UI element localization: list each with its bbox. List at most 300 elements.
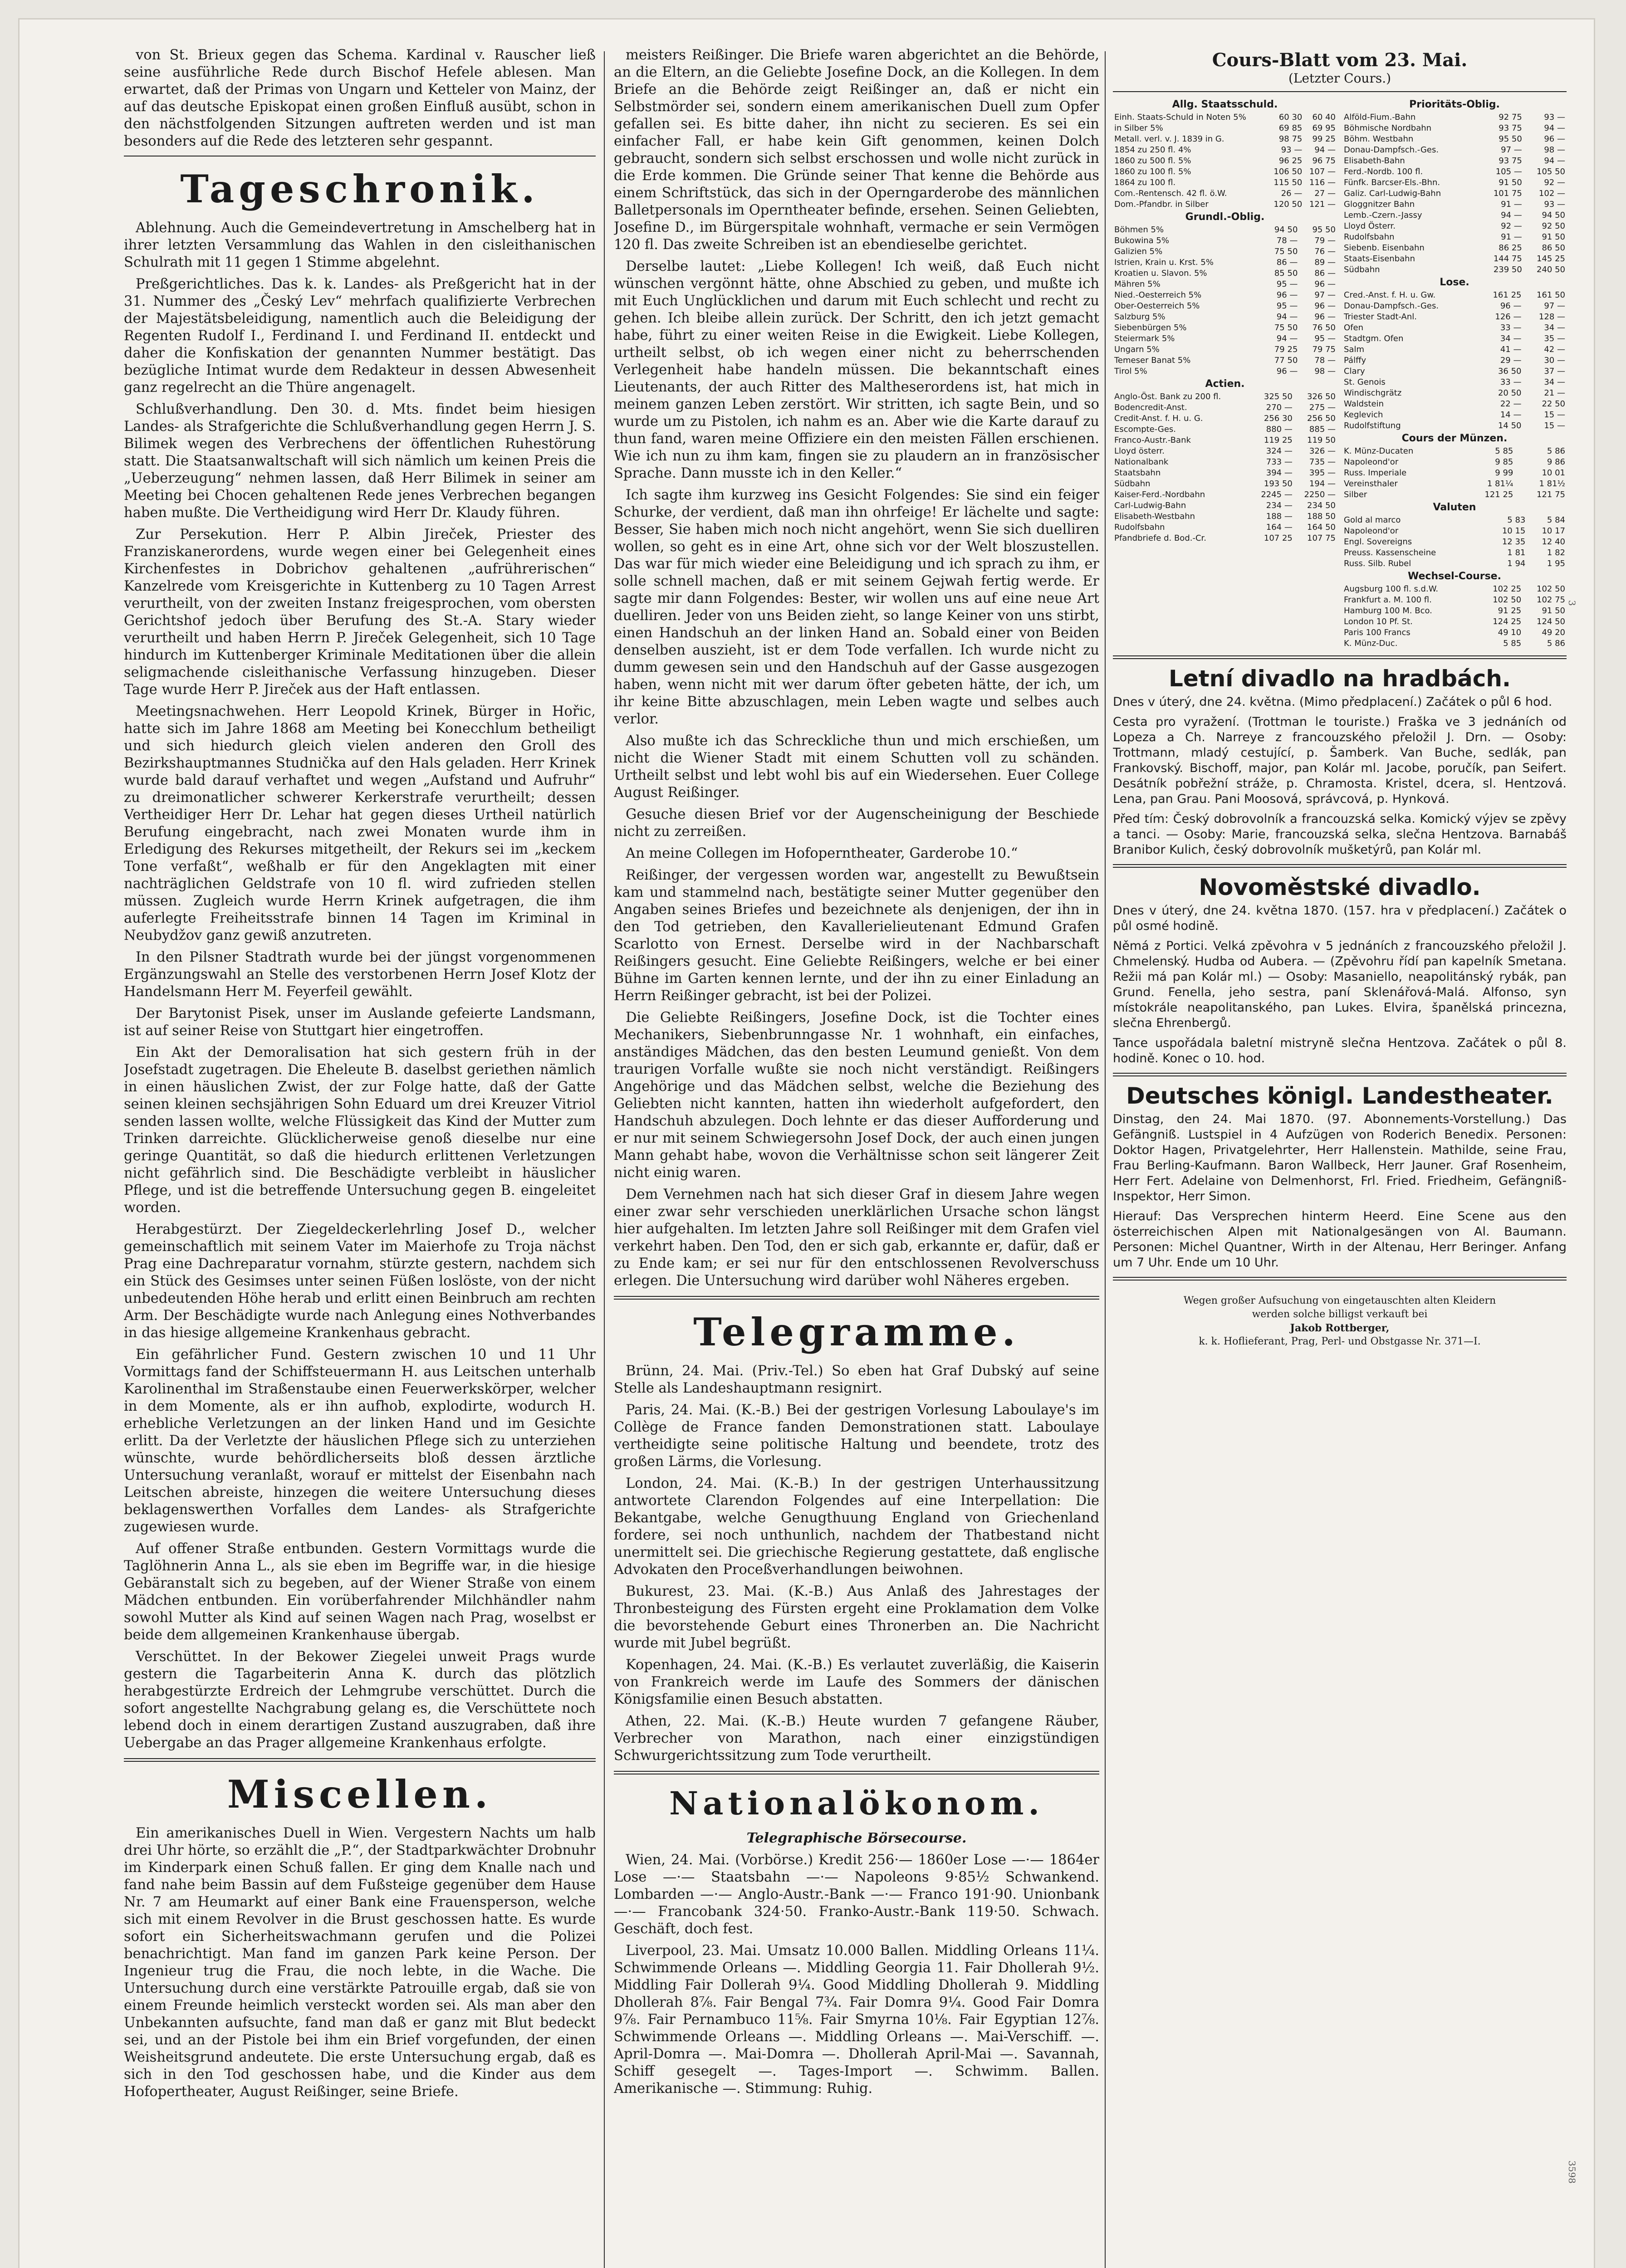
theater-heading-landestheater: Deutsches königl. Landestheater. [1126,1083,1553,1109]
kurs-security-name: Stadtgm. Ofen [1344,334,1404,343]
kurs-security-name: in Silber 5% [1114,123,1163,133]
kurs-ask: 91 50 [1542,232,1565,242]
kurs-security-name: Metall. verl. v. J. 1839 in G. [1114,134,1224,144]
kurs-ask: 91 50 [1542,606,1565,616]
kurs-ask: 107 — [1309,167,1336,176]
kurs-security-name: Temeser Banat 5% [1114,356,1191,365]
kurs-row [1113,246,1337,257]
kurs-bid: 101 75 [1493,189,1522,198]
kurs-security-name: Cred.-Anst. f. H. u. Gw. [1344,290,1436,300]
kurs-security-name: Siebenb. Eisenbahn [1344,243,1425,253]
kurs-table [1113,210,1337,377]
kurs-bid: 120 50 [1273,200,1303,209]
kurs-section-title: Cours der Münzen. [1401,433,1508,444]
kurs-row [1113,511,1337,522]
kurs-section-title: Grundl.-Oblig. [1185,211,1265,223]
kurs-security-name: Rudolfsbahn [1114,523,1165,532]
kurs-bid: 119 25 [1264,435,1293,445]
kurs-bid: 91 — [1501,232,1522,242]
article-paragraph: Gesuche diesen Brief vor der Augenscheinigung der Beschiede nicht zu zerreißen. [614,807,1099,840]
kurs-ask: 69 95 [1312,123,1336,133]
article-paragraph: Zur Persekution. Herr P. Albin Jireček, Priester des Franziskanerordens, wurde wegen einer bei Gelegenheit eines Kirchenfestes in Dobrichov gehaltenen „aufrührerischen“ Kanzelrede vom Kreisgerichte in Kuttenberg zu 10 Tagen Arrest verurtheilt, von der zweiten Instanz freigesprochen, vom obersten Gerichtshof jedoch über Berufung des St.-A. Stary wieder verurtheilt und haben Herrn P. Jireček Gelegenheit, sich 10 Tage hindurch im Kuttenberger Kriminale Meditationen über die allein seligmachende cisleithanische Verfassung hinzugeben. Dieser Tage wurde Herr P. Jireček aus der Haft entlassen. [124,527,596,698]
kurs-row [1113,457,1337,468]
kurs-bid: 324 — [1266,446,1293,456]
kurs-ask: 79 — [1314,236,1336,245]
kurs-bid: 239 50 [1493,265,1522,274]
article-paragraph: Die Geliebte Reißingers, Josefine Dock, ist die Tochter eines Mechanikers, Siebenbrunngasse Nr. 1 wohnhaft, ein einfaches, anständiges Mädchen, das den besten Leumund genießt. Von dem traurigen Vorfalle wußte sie noch nicht verständigt. Reißingers Angehörige und das Mädchen selbst, welche die Beziehung des Geliebten nicht kannten, hatten ihn wiederholt aufgefordert, den Handschuh abzulegen. Doch lehnte er das dieser Aufforderung und er nur mit seinem Schwiegersohn Josef Dock, der auch einen jungen Mann gehabt habe, wovon die Verhältnisse schon seit längerer Zeit nicht einig waren. [614,1010,1099,1181]
kurs-bid: 22 — [1500,399,1522,409]
kurs-ask: 395 — [1309,468,1336,478]
kurs-security-name: London 10 Pf. St. [1344,617,1413,626]
kurs-ask: 735 — [1309,457,1336,467]
kurs-ask: 95 50 [1312,225,1336,235]
kurs-ask: 37 — [1544,367,1565,376]
kurs-bid: 75 50 [1274,323,1298,332]
kurs-bid: 78 — [1276,236,1298,245]
kurs-ask: 105 50 [1537,167,1565,176]
kurs-bid: 93 75 [1499,156,1522,166]
kurs-security-name: Bukowina 5% [1114,236,1169,245]
kurs-row [1113,323,1337,333]
kurs-bid: 193 50 [1264,479,1293,489]
kurs-security-name: Alföld-Fium.-Bahn [1344,112,1416,122]
kurs-ask: 10 17 [1542,526,1565,536]
kurs-security-name: Napoleond'or [1344,457,1399,467]
kurs-ask: 2250 — [1304,490,1336,499]
kurs-row [1113,188,1337,199]
article-paragraph: Dnes v úterý, dne 24. května. (Mimo předplacení.) Začátek o půl 6 hod. [1113,695,1553,709]
kurs-row [1113,312,1337,323]
kurs-table [1342,98,1567,275]
kurs-bid: 10 15 [1502,526,1526,536]
article-paragraph: Ablehnung. Auch die Gemeindevertretung in Amschelberg hat in ihrer letzten Versammlung das Wahlen in den cisleithanischen Schulrath mit 11 gegen 1 Stimme abgelehnt. [124,220,596,270]
kurs-bid: 95 — [1276,301,1298,311]
kurs-ask: 161 50 [1537,290,1565,300]
kurs-security-name: Kroatien u. Slavon. 5% [1114,269,1207,278]
kurs-security-name: Clary [1344,367,1365,376]
kurs-bid: 86 25 [1499,243,1522,253]
section-heading-telegramme: Telegramme. [693,1310,1020,1354]
kurs-security-name: Mähren 5% [1114,279,1161,289]
kurs-ask: 119 50 [1307,435,1336,445]
kurs-security-name: Galizien 5% [1114,247,1163,256]
kurs-security-name: Waldstein [1344,399,1384,409]
kurs-security-name: Anglo-Öst. Bank zu 200 fl. [1114,392,1221,401]
kurs-ask: 22 50 [1542,399,1565,409]
kurs-row [1342,377,1567,388]
kurs-ask: 121 — [1309,200,1336,209]
kurs-bid: 33 — [1500,323,1522,332]
kurs-bid: 79 25 [1274,345,1298,354]
kurs-table [1113,377,1337,544]
kurs-ask: 1 82 [1547,548,1565,557]
kurs-bid: 5 85 [1503,639,1522,648]
kurs-table [1113,98,1337,210]
kurs-ask: 30 — [1544,356,1565,365]
newspaper-page [18,18,1595,2268]
kurs-security-name: Credit-Anst. f. H. u. G. [1114,414,1203,423]
article-paragraph: London, 24. Mai. (K.-B.) In der gestrigen Unterhaussitzung antwortete Clarendon Folgendes auf eine Interpellation: Die Bekantgabe, welche Genugthuung England von Griechenland fordere, sei noch unthunlich, nachdem der Thatbestand nicht unermittelt sei. Die griechische Regierung gestattete, daß englische Advokaten den Proceßverhandlungen beiwohnen. [614,1476,1099,1578]
miscellen-articles [124,1825,596,2101]
kurs-row [1342,616,1567,627]
kurs-security-name: Bodencredit-Anst. [1114,403,1187,412]
kurs-ask: 326 — [1309,446,1336,456]
kurs-security-name: Fünfk. Barcser-Els.-Bhn. [1344,178,1440,187]
kurs-security-name: Russ. Silb. Rubel [1344,559,1411,568]
kurs-security-name: Augsburg 100 fl. s.d.W. [1344,584,1439,594]
kurs-security-name: Escompte-Ges. [1114,425,1176,434]
theater-landestheater-text [1113,1112,1567,1271]
kurs-security-name: Rudolfstiftung [1344,421,1401,430]
kurs-ask: 116 — [1309,178,1336,187]
article-paragraph: Der Barytonist Pisek, unser im Auslande gefeierte Landsmann, ist auf seiner Reise von Stuttgart hier eingetroffen. [124,1006,596,1039]
kurs-bid: 1 94 [1507,559,1526,568]
kurs-ask: 97 — [1314,290,1336,300]
kurs-ask: 1 95 [1547,559,1565,568]
kurs-security-name: Carl-Ludwig-Bahn [1114,501,1186,510]
article-paragraph: Herabgestürzt. Der Ziegeldeckerlehrling Josef D., welcher gemeinschaftlich mit seinem Vater im Maierhofe zu Troja nächst Prag eine Dachreparatur vornahm, stürzte gestern, nachdem sich ein Stück des Gesimses unter seinen Füßen loslöste, von der nicht unbedeutenden Höhe herab und erlitt einen Beinbruch am rechten Arm. Der Beschädigte wurde nach Anlegung eines Nothverbandes in das hiesige allgemeine Krankenhaus gebracht. [124,1222,596,1341]
kurs-ask: 94 — [1314,145,1336,155]
kurs-row [1113,413,1337,424]
kurs-bid: 49 10 [1498,628,1522,637]
kurs-bid: 96 — [1276,367,1298,376]
kurs-security-name: Ferd.-Nordb. 100 fl. [1344,167,1423,176]
kurs-ask: 93 — [1544,112,1565,122]
kurs-ask: 93 — [1544,200,1565,209]
kurs-bid: 105 — [1495,167,1522,176]
kurs-security-name: Ober-Oesterreich 5% [1114,301,1200,311]
kurs-security-name: Gold al marco [1344,515,1401,525]
kurs-ask: 95 — [1314,334,1336,343]
kurs-ask: 96 75 [1312,156,1336,166]
kurs-row [1113,268,1337,279]
kurs-bid: 14 50 [1498,421,1522,430]
kurs-bid: 12 35 [1502,537,1526,547]
kurs-row [1342,344,1567,355]
kurs-bid: 29 — [1500,356,1522,365]
column-rule [604,51,605,2268]
nationaloekonom-articles [614,1852,1099,2097]
kurs-row [1113,134,1337,145]
kurs-row [1113,533,1337,544]
kurs-bid: 34 — [1500,334,1522,343]
kurs-security-name: Böhm. Westbahn [1344,134,1414,144]
kurs-table [1342,569,1567,649]
kurs-bid: 5 85 [1495,446,1513,456]
article-paragraph: Athen, 22. Mai. (K.-B.) Heute wurden 7 gefangene Räuber, Verbrecher von Marathon, nach einer einzigstündigen Schwurgerichtssitzung zum Tode verurtheilt. [614,1713,1099,1764]
kurs-bid: 33 — [1500,377,1522,387]
kurs-security-name: Donau-Dampfsch.-Ges. [1344,301,1439,311]
kurs-row [1342,290,1567,301]
kurs-security-name: Silber [1344,490,1367,499]
article-paragraph: Brünn, 24. Mai. (Priv.-Tel.) So eben hat Graf Dubský auf seine Stelle als Landeshauptmann resignirt. [614,1363,1099,1396]
kurs-ask: 76 — [1314,247,1336,256]
kurs-security-name: Staats-Eisenbahn [1344,254,1415,264]
kurs-bid: 14 — [1500,410,1522,420]
kursblatt-tables [1113,98,1567,649]
kurs-row [1342,177,1567,188]
kurs-security-name: Steiermark 5% [1114,334,1175,343]
kurs-row [1113,290,1337,301]
kurs-section-title: Allg. Staatsschuld. [1172,99,1278,110]
duel-article [614,47,1099,1290]
kurs-bid: 20 50 [1498,388,1522,398]
kurs-security-name: 1860 zu 100 fl. 5% [1114,167,1191,176]
kurs-ask: 27 — [1314,189,1336,198]
kurs-security-name: Lloyd Österr. [1344,221,1396,231]
kurs-row [1342,333,1567,344]
ad-line: k. k. Hoflieferant, Prag, Perl- und Obstgasse Nr. 371—I. [1199,1336,1481,1347]
kurs-ask: 98 — [1314,367,1336,376]
section-heading-nationaloekonom: Nationalökonom. [669,1784,1044,1822]
kurs-ask: 164 50 [1307,523,1336,532]
kurs-row [1113,500,1337,511]
kurs-security-name: Staatsbahn [1114,468,1161,478]
tageschronik-articles [124,220,596,1752]
kurs-row [1342,638,1567,649]
kurs-row [1113,177,1337,188]
kurs-bid: 94 — [1276,312,1298,322]
kurs-row [1342,468,1567,479]
kurs-ask: 94 — [1544,156,1565,166]
kurs-row [1113,156,1337,166]
kurs-row [1342,134,1567,145]
kurs-security-name: Nied.-Oesterreich 5% [1114,290,1202,300]
kurs-bid: 93 — [1281,145,1303,155]
kurs-row [1342,355,1567,366]
kurs-row [1342,188,1567,199]
kurs-row [1342,166,1567,177]
column-3 [1113,47,1567,2268]
kurs-ask: 92 — [1544,178,1565,187]
article-paragraph: Dinstag, den 24. Mai 1870. (97. Abonnements-Vorstellung.) Das Gefängniß. Lustspiel in 4 Aufzügen von Roderich Benedix. Personen: Doktor Hagen, Privatgelehrter, Herr Hallenstein. Mathilde, seine Frau, Frau Berling-Kaufmann. Baron Wallbeck, Herr Jauner. Graf Rosenheim, Herr Fert. Adelaine von Delmenhorst, Frl. Fried. Friedheim, Gefängniß-Inspektor, Herr Simon. [1113,1112,1567,1203]
kurs-bid: 144 75 [1493,254,1522,264]
kurs-ask: 145 25 [1537,254,1565,264]
kurs-bid: 98 75 [1278,134,1303,144]
article-paragraph: Dem Vernehmen nach hat sich dieser Graf in diesem Jahre wegen einer zwar sehr verschieden unerklärlichen Ursache schon längst hier aufgehalten. Im letzten Jahre soll Reißinger mit dem Grafen viel verkehrt haben. Den Tod, den er sich gab, erkannte er, dafür, daß er zu Ende kam; er sei nur für den entschlossenen Revolverschuss erlegen. Die Untersuchung wird darüber wohl Näheres ergeben. [614,1187,1099,1289]
kurs-row [1342,323,1567,333]
kurs-bid: 85 50 [1274,269,1298,278]
kurs-ask: 76 50 [1312,323,1336,332]
kurs-row [1342,264,1567,275]
kurs-ask: 124 50 [1537,617,1565,626]
kurs-bid: 880 — [1266,425,1293,434]
kurs-security-name: Lloyd österr. [1114,446,1165,456]
theater-heading-novomestske: Novoměstské divadlo. [1199,874,1481,900]
column-rule [1105,51,1106,2268]
kurs-bid: 95 — [1276,279,1298,289]
kurs-security-name: Gloggnitzer Bahn [1344,200,1415,209]
divider [1113,91,1567,92]
kurs-row [1113,435,1337,446]
kurs-bid: 121 25 [1484,490,1513,499]
kurs-ask: 34 — [1544,323,1565,332]
kurs-bid: 5 83 [1507,515,1526,525]
kurs-bid: 92 — [1501,221,1522,231]
divider [614,1771,1099,1774]
kurs-ask: 5 86 [1547,446,1565,456]
kurs-bid: 102 50 [1493,595,1522,605]
kurs-ask: 21 — [1544,388,1565,398]
kurs-security-name: Pálffy [1344,356,1366,365]
kurs-row [1342,145,1567,156]
kurs-security-name: Kaiser-Ferd.-Nordbahn [1114,490,1205,499]
kurs-bid: 94 — [1501,210,1522,220]
kurs-table [1342,431,1567,500]
kurs-row [1113,402,1337,413]
kurs-ask: 34 — [1544,377,1565,387]
kurs-ask: 1 81½ [1539,479,1565,489]
article-paragraph: Meetingsnachwehen. Herr Leopold Krinek, Bürger in Hořic, hatte sich im Jahre 1868 am Meeting bei Konecchlum betheiligt und sich hiedurch gleich vielen anderen den Groll des Bezirkshauptmannes Studnička auf den Hals geladen. Herr Krinek wurde bald darauf verhaftet und wegen „Aufstand und Aufruhr“ zu dreimonatlicher schwerer Kerkerstrafe verurtheilt; dessen Vertheidiger Herr Dr. Lehar hat gegen dieses Urtheil natürlich Berufung eingebracht, nach zwei Monaten wurde ihm in Erledigung des Rekurses mitgetheilt, der Rekurs sei im „keckem Tone verfaßt“, weßhalb er für den Angeklagten mit einer nachträglichen Geldstrafe von 10 fl. wird zufrieden stellen müssen. Zugleich wurde Herrn Krinek aufgetragen, die ihm auferlegte Freiheitsstrafe binnen 14 Tagen im Kriminal in Neubydžov ganz gewiß anzutreten. [124,704,596,943]
kurs-ask: 121 75 [1537,490,1565,499]
kurs-security-name: Ofen [1344,323,1363,332]
kurs-bid: 75 50 [1274,247,1298,256]
kurs-bid: 96 — [1276,290,1298,300]
kurs-row [1342,156,1567,166]
theater-novomestske-text [1113,903,1567,1066]
divider [1113,655,1567,659]
article-paragraph: Preßgerichtliches. Das k. k. Landes- als Preßgericht hat in der 31. Nummer des „Český Lev“ mehrfach qualifizierte Verbrechen der Majestätsbeleidigung, namentlich auch die Beleidigung der Regenten Rudolf I., Ferdinand I. und Ferdinand II. entdeckt und daher die Konfiskation der genannten Nummer bestätigt. Das bezügliche Intimat wurde dem Redakteur in dessen Abwesenheit ganz regelrecht an die Thüre angenagelt. [124,276,596,396]
kurs-row [1342,366,1567,377]
kurs-security-name: Elisabeth-Bahn [1344,156,1405,166]
kurs-row [1342,243,1567,254]
kurs-security-name: 1860 zu 500 fl. 5% [1114,156,1191,166]
divider [124,1758,596,1762]
kurs-section-title: Prioritäts-Oblig. [1409,99,1500,110]
kurs-security-name: Engl. Sovereigns [1344,537,1412,547]
kurs-bid: 41 — [1500,345,1522,354]
kurs-ask: 49 20 [1542,628,1565,637]
kurs-bid: 86 — [1276,258,1298,267]
kurs-ask: 42 — [1544,345,1565,354]
article-paragraph: Ein amerikanisches Duell in Wien. Vergestern Nachts um halb drei Uhr hörte, so erzählt die „P.“, der Stadtparkwächter Drobnuhr im Kinderpark einen Schuß fallen. Er ging dem Knalle nach und fand nahe beim Bassin auf dem Fußsteige gegenüber dem Hause Nr. 7 am Heumarkt auf einer Bank eine Frauensperson, welche sich mit einem Revolver in die Brust geschossen hatte. Es wurde sofort ein Sicherheitswachmann gerufen und die Polizei benachrichtigt. Man fand im ganzen Park keine Person. Der Ingenieur trug die Frau, die noch lebte, in die Wache. Die Untersuchung durch eine verstärkte Patrouille ergab, daß sie von einem Freunde heimlich versteckt worden sei. Als man aber den Unbekannten aufsuchte, fand man daß er ganz mit Blut bedeckt sei, und an der Pistole bei ihm ein Brief vorgefunden, der einen Weisheitsgrund andeutete. Die erste Untersuchung ergab, daß es sich in den Tod geschossen habe, und die Kinder aus dem Hofopertheater, August Reißinger, seine Briefe. [124,1825,596,2100]
kurs-bid: 124 25 [1493,617,1522,626]
kurs-row [1113,391,1337,402]
kurs-row [1342,301,1567,312]
kurs-security-name: Napoleond'or [1344,526,1399,536]
article-paragraph: Derselbe lautet: „Liebe Kollegen! Ich weiß, daß Euch nicht wünschen vergönnt hätte, ohne Abschied zu geben, und mußte ich mit Euch Unglücklichen und darum mit Euch schlecht und recht zu gehen. Ich bleibe allein zurück. Der Schritt, den ich jetzt gemacht habe, führt zu einer weiten Reise in die Ewigkeit. Liebe Kollegen, urtheilt selbst, ob ich wegen einer nicht zu beherrschenden Verlegenheit habe handeln müssen. Die bekanntschaft eines Lieutenants, der auch Ritter des Maltheserordens ist, hat mich in meinem ganzen Leben zerstört. Wir stritten, ich sagte Bein, und so wurde um zu Pistolen, ich nahm es an. Aber wie die Karte darauf zu thun fand, waren meine Offiziere ein den meisten Fällen erschienen. Wie ich nun zu ihm kam, fingen sie zu plaudern an in französischer Sprache. Dann musste ich in den Keller.“ [614,259,1099,481]
kurs-ask: 326 50 [1307,392,1336,401]
kurs-ask: 96 — [1314,312,1336,322]
kurs-bid: 270 — [1266,403,1293,412]
kurs-row [1342,199,1567,210]
kurs-bid: 60 30 [1278,112,1303,122]
margin-number: 3598 [1567,2160,1577,2184]
kurs-row [1342,254,1567,264]
kurs-bid: 2245 — [1261,490,1293,499]
kurs-ask: 99 25 [1312,134,1336,144]
article-paragraph: Cesta pro vyražení. (Trottman le touriste.) Fraška ve 3 jednáních od Lopeza a Ch. Narreye z francouzského přeložil J. Drn. — Osoby: Trottmann, mladý cestující, p. Šamberk. Van Buche, sedlák, pan Frankovský. Bischoff, major, pan Kolár ml. Jacobe, poručík, pan Seifert. Desátník pobřežní stráže, p. Chramosta. Kristel, dcera, sl. Hentzová. Lena, pan Grau. Pani Moosová, správcová, p. Hynková. [1113,715,1567,806]
kurs-bid: 94 50 [1274,225,1298,235]
advertisement [1113,1294,1567,1349]
kurs-row [1342,420,1567,431]
column-1 [124,47,596,2268]
kursblatt-subtitle: (Letzter Cours.) [1288,71,1391,86]
article-paragraph: An meine Collegen im Hofoperntheater, Garderobe 10.“ [626,846,1018,861]
kurs-bid: 256 30 [1264,414,1293,423]
column-2 [614,47,1099,2268]
kurs-ask: 94 — [1544,123,1565,133]
kurs-security-name: Keglevich [1344,410,1383,420]
kurs-bid: 394 — [1266,468,1293,478]
kurs-bid: 96 — [1500,301,1522,311]
kurs-bid: 77 50 [1274,356,1298,365]
kurs-row [1113,424,1337,435]
margin-number: 3 [1567,600,1577,606]
article-paragraph: Auf offener Straße entbunden. Gestern Vormittags wurde die Taglöhnerin Anna L., als sie eben im Begriffe war, in die hiesige Gebäranstalt sich zu begeben, auf der Wiener Straße von einem Mädchen entbunden. Ein vorüberfahrender Milchhändler nahm sowohl Mutter als Kind auf seinen Wagen nach Prag, woselbst er beide dem allgemeinen Krankenhause übergab. [124,1541,596,1643]
kurs-bid: 115 50 [1273,178,1303,187]
kurs-security-name: Dom.-Pfandbr. in Silber [1114,200,1209,209]
kurs-bid: 26 — [1281,189,1303,198]
kurs-security-name: Südbahn [1114,479,1151,489]
kursblatt-right [1342,98,1567,649]
kurs-bid: 234 — [1266,501,1293,510]
kurs-row [1113,235,1337,246]
boersecourse-subheading: Telegraphische Börsecourse. [746,1830,967,1846]
kurs-row [1113,366,1337,377]
telegramme-articles [614,1363,1099,1765]
kurs-security-name: K. Münz-Duc. [1344,639,1398,648]
kurs-bid: 91 — [1501,200,1522,209]
kurs-ask: 275 — [1309,403,1336,412]
kurs-ask: 102 50 [1537,584,1565,594]
kurs-ask: 96 — [1544,134,1565,144]
article-paragraph: In den Pilsner Stadtrath wurde bei der jüngst vorgenommenen Ergänzungswahl an Stelle des verstorbenen Herrn Josef Klotz der Handelsmann Herr M. Feyerfeil gewählt. [124,949,596,1000]
kurs-security-name: Frankfurt a. M. 100 fl. [1344,595,1432,605]
kurs-ask: 89 — [1314,258,1336,267]
kurs-bid: 91 25 [1498,606,1522,616]
kurs-ask: 102 75 [1537,595,1565,605]
kurs-row [1342,606,1567,616]
kurs-row [1342,210,1567,221]
article-paragraph: Verschüttet. In der Bekower Ziegelei unweit Prags wurde gestern die Tagarbeiterin Anna K. durch das plötzlich herabgestürzte Erdreich der Lehmgrube verschüttet. Durch die sofort angestellte Nachgrabung gelang es, die Verschüttete noch lebend doch in einem derartigen Zustand auszugraben, daß ihre Uebergabe an das Prager allgemeine Krankenhaus erfolgte. [124,1649,596,1751]
kurs-row [1113,123,1337,134]
kurs-ask: 15 — [1544,410,1565,420]
intro-article [124,47,596,150]
kurs-bid: 1 81 [1507,548,1526,557]
kurs-ask: 78 — [1314,356,1336,365]
kurs-row [1342,537,1567,547]
kurs-row [1342,446,1567,457]
kurs-bid: 126 — [1495,312,1522,322]
kurs-ask: 256 50 [1307,414,1336,423]
kurs-section-title: Actien. [1205,378,1245,390]
kurs-row [1342,515,1567,526]
kurs-bid: 733 — [1266,457,1293,467]
kurs-security-name: Einh. Staats-Schuld in Noten 5% [1114,112,1246,122]
kurs-ask: 94 50 [1542,210,1565,220]
kurs-bid: 9 85 [1495,457,1513,467]
kurs-section-title: Lose. [1440,277,1469,288]
article-paragraph: von St. Brieux gegen das Schema. Kardinal v. Rauscher ließ seine ausführliche Rede durch Bischof Hefele ablesen. Man erwartet, daß der Primas von Ungarn und Ketteler von Mainz, der auf das deutsche Episkopat einen großen Einfluß ausübt, schon in den nächstfolgenden Sitzungen auftreten werden und ist man besonders auf die Rede des letzteren sehr gespannt. [124,47,596,149]
kurs-row [1113,468,1337,479]
kurs-row [1113,225,1337,235]
kursblatt-title: Cours-Blatt vom 23. Mai. [1212,49,1468,71]
article-paragraph: Němá z Portici. Velká zpěvohra v 5 jednáních z francouzského přeložil J. Chmelenský. Hudba od Aubera. — (Zpěvohru řídí pan kapelník Smetana. Režii má pan Kolár ml.) — Osoby: Masaniello, neapolitánský rybák, pan Grund. Fenella, jeho sestra, paní Sklenářová-Malá. Alfonso, syn místokrále neapolitanského, pan Lukes. Elvira, španělská princezna, slečna Ehrenbergů. [1113,939,1567,1030]
theater-heading-letni: Letní divadlo na hradbách. [1168,665,1511,692]
kurs-ask: 92 50 [1542,221,1565,231]
kursblatt-left [1113,98,1337,649]
kurs-security-name: Triester Stadt-Anl. [1344,312,1417,322]
article-paragraph: meisters Reißinger. Die Briefe waren abgerichtet an die Behörde, an die Eltern, an die Geliebte Josefine Dock, an die Kollegen. In dem Briefe an die Behörde zeigt Reißinger an, daß er nicht ein Selbstmörder sei, sondern einem amerikanischen Duell zum Opfer gefallen sei. Es bitte daher, ihn nicht zu secieren. Es sei ein einfacher Fall, er habe kein Gift genommen, keinen Dolch gebraucht, sondern sich selbst erschossen und wolle nicht zurück in die Erde kommen. Die Gründe seiner That kenne die Behörde aus einem Schriftstück, das sich in der Operngarderobe des männlichen Balletpersonals im Operntheater befinde, ersehen. Seinen Geliebten, Josefine D., im Bürgerspitale wohnhaft, vermache er sein Vermögen 120 fl. Das zweite Schreiben ist an ebendieselbe gerichtet. [614,47,1099,253]
kurs-ask: 188 50 [1307,512,1336,521]
kurs-security-name: Istrien, Krain u. Krst. 5% [1114,258,1214,267]
article-paragraph: Před tím: Český dobrovolník a francouzská selka. Komický výjev se zpěvy a tanci. — Osoby: Marie, francouzská selka, slečna Hentzova. Barnabáš Branibor Kulich, český dobrovolník mušketýrů, pan Kolár ml. [1113,812,1567,857]
kurs-security-name: Donau-Dampfsch.-Ges. [1344,145,1439,155]
kurs-ask: 885 — [1309,425,1336,434]
kurs-security-name: Hamburg 100 M. Bco. [1344,606,1432,616]
article-paragraph: Ich sagte ihm kurzweg ins Gesicht Folgendes: Sie sind ein feiger Schurke, der verdient, daß man ihn ohrfeige! Er lächelte und sagte: Besser, Sie haben mich noch nicht angehört, wenn Sie sich duelliren wollen, so geht es in eine Art, ohne sich vor der Welt bloszustellen. Das war für mich wieder eine Beleidigung und ich sprach zu ihm, er solle schnell machen, daß er mit seinem Gejwah fertig werde. Er sagte mir dann Folgendes: Bester, wir wollen uns auf eine neue Art duelliren. Jeder von uns Beiden zieht, so lange Keiner von uns stirbt, einen Handschuh an der linken Hand an. Sobald einer von Beiden denselben auszieht, ist er dem Tode verfallen. Ich wurde nicht zu dumm gewesen sein und den Handschuh auf der Gasse ausgezogen haben, wenn nicht mit wer darum öfter gebeten hätte, der ich, um ihr keine Bitte abzuschlagen, mein Leben wagte und selbes auch verlor. [614,487,1099,727]
